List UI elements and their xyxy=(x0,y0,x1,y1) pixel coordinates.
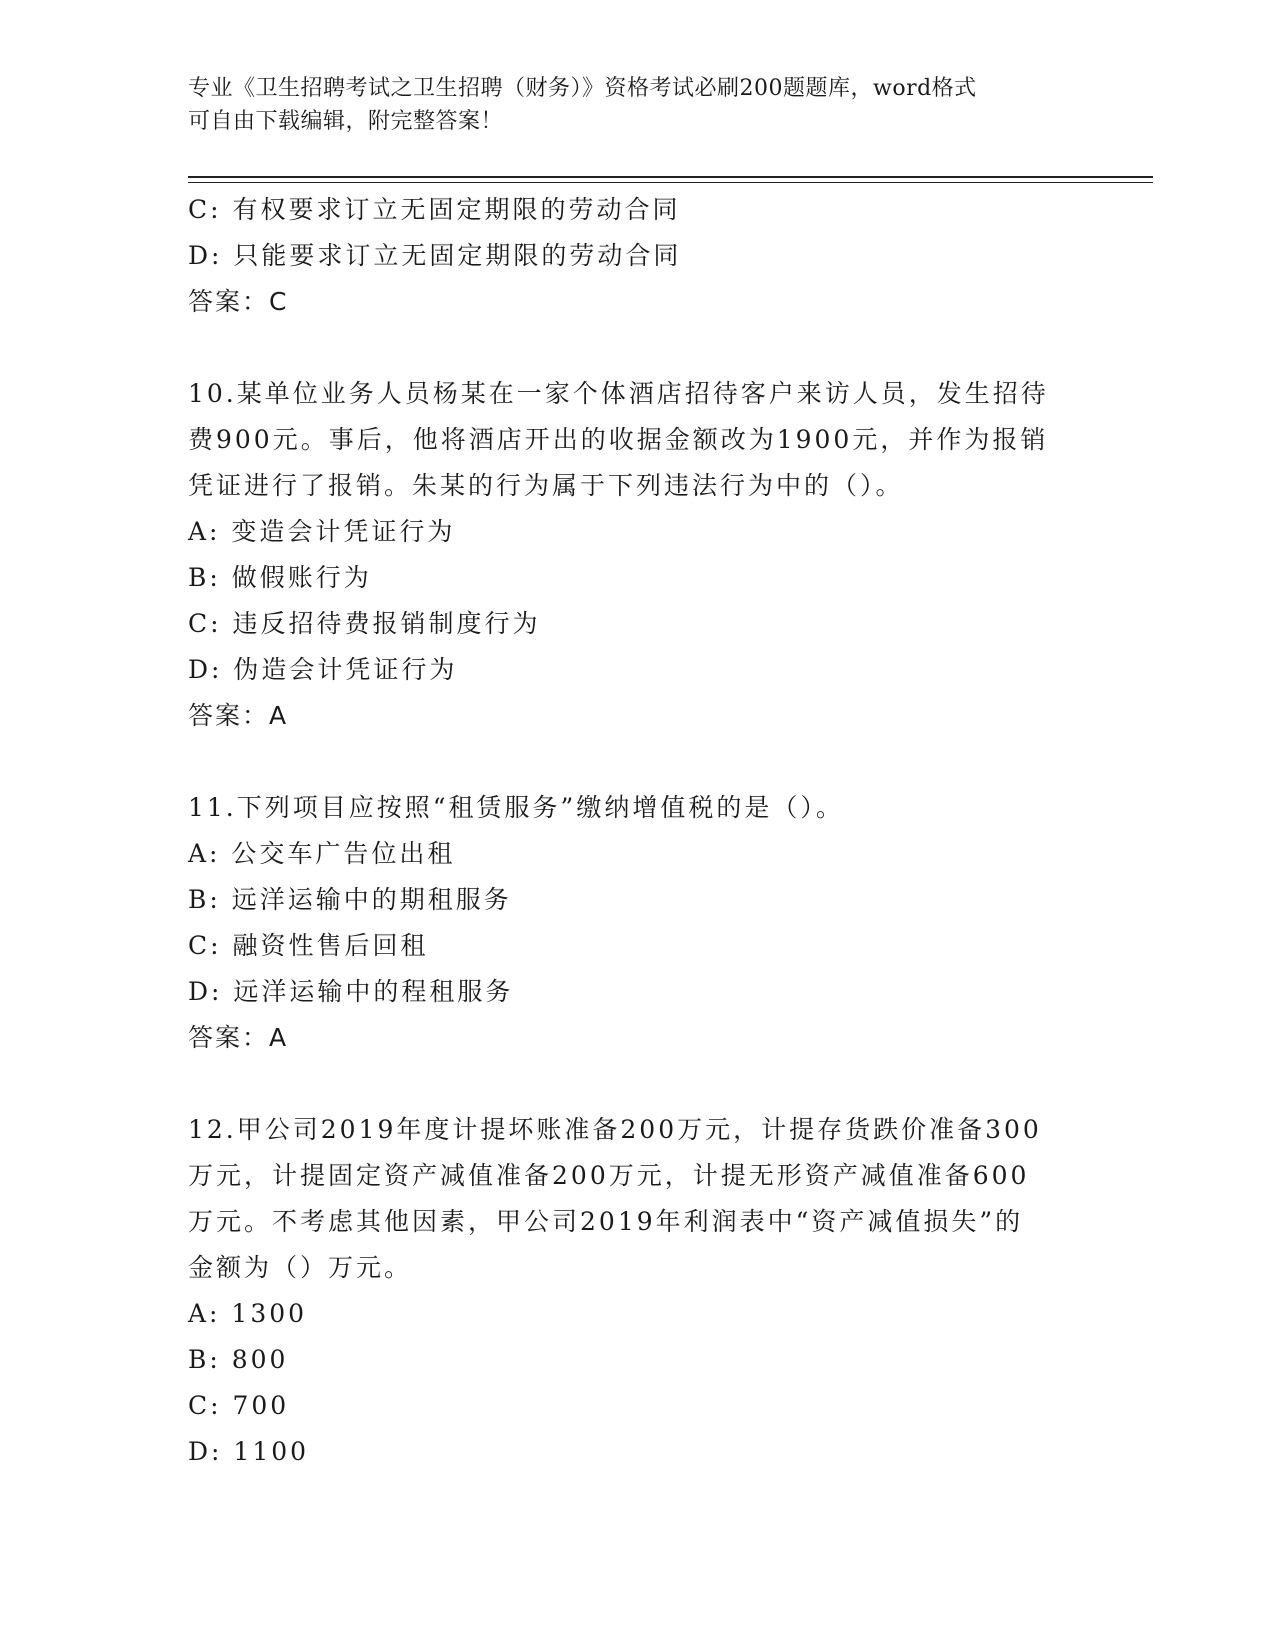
option-d: D: 伪造会计凭证行为 xyxy=(188,655,458,684)
question-text-line: 10.某单位业务人员杨某在一家个体酒店招待客户来访人员，发生招待 xyxy=(188,379,1049,408)
question-text-line: 11.下列项目应按照“租赁服务”缴纳增值税的是（）。 xyxy=(188,793,844,822)
option-a: A: 1300 xyxy=(188,1299,308,1328)
option-b: B: 800 xyxy=(188,1345,289,1374)
question-list xyxy=(188,187,1068,1475)
question-text-line: 金额为（）万元。 xyxy=(188,1253,413,1282)
question-text-line: 万元，计提固定资产减值准备200万元，计提无形资产减值准备600 xyxy=(188,1161,1030,1190)
question-9-tail xyxy=(188,187,1068,325)
answer-line: 答案：A xyxy=(188,1023,289,1052)
document-header xyxy=(188,72,1068,138)
question-text-line: 12.甲公司2019年度计提坏账准备200万元，计提存货跌价准备300 xyxy=(188,1115,1042,1144)
question-text-line: 费900元。事后，他将酒店开出的收据金额改为1900元，并作为报销 xyxy=(188,425,1049,454)
option-a: A: 变造会计凭证行为 xyxy=(188,517,456,546)
spacer xyxy=(188,739,1068,785)
option-d: D: 1100 xyxy=(188,1437,310,1466)
spacer xyxy=(188,1061,1068,1107)
answer-line: 答案：A xyxy=(188,701,289,730)
answer-line: 答案：C xyxy=(188,287,289,316)
header-line-2: 可自由下载编辑，附完整答案！ xyxy=(188,109,504,134)
question-text-line: 凭证进行了报销。朱某的行为属于下列违法行为中的（）。 xyxy=(188,471,904,500)
question-10 xyxy=(188,371,1068,739)
header-divider-thick xyxy=(188,176,1153,178)
spacer xyxy=(188,325,1068,371)
question-text-line: 万元。不考虑其他因素，甲公司2019年利润表中“资产减值损失”的 xyxy=(188,1207,1024,1236)
option-a: A: 公交车广告位出租 xyxy=(188,839,456,868)
option-c: C: 融资性售后回租 xyxy=(188,931,429,960)
header-line-1: 专业《卫生招聘考试之卫生招聘（财务）》资格考试必刷200题题库，word格式 xyxy=(188,76,977,101)
option-c: C: 700 xyxy=(188,1391,290,1420)
option-b: B: 做假账行为 xyxy=(188,563,372,592)
option-c: C: 违反招待费报销制度行为 xyxy=(188,609,541,638)
question-12 xyxy=(188,1107,1068,1475)
option-d: D: 只能要求订立无固定期限的劳动合同 xyxy=(188,241,682,270)
option-d: D: 远洋运输中的程租服务 xyxy=(188,977,514,1006)
option-b: B: 远洋运输中的期租服务 xyxy=(188,885,512,914)
header-divider-thin xyxy=(188,182,1153,183)
question-11 xyxy=(188,785,1068,1061)
option-c: C: 有权要求订立无固定期限的劳动合同 xyxy=(188,195,681,224)
